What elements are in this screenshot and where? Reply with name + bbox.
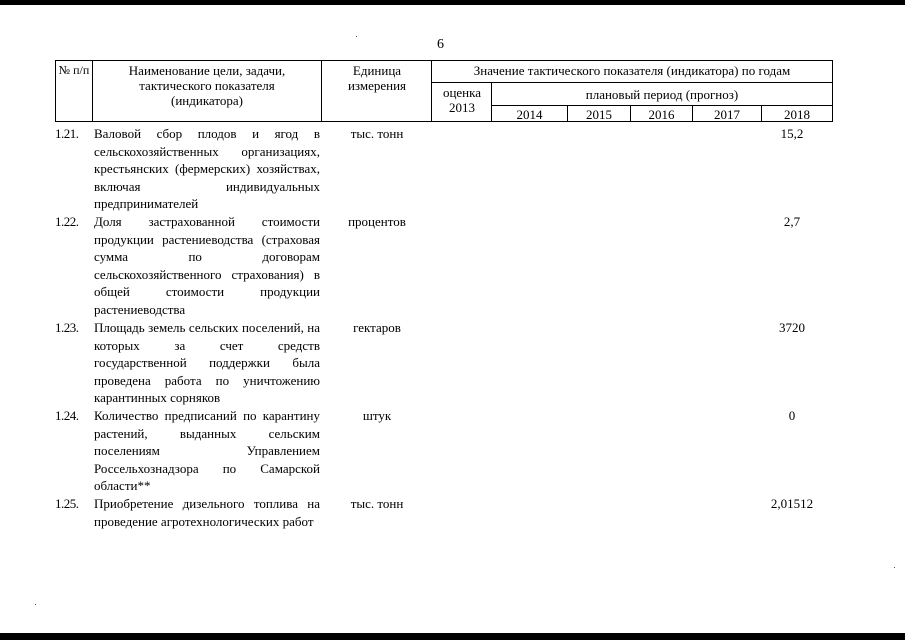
header-plan-label: плановый период (прогноз)	[585, 87, 739, 102]
row-number: 1.23.	[55, 320, 79, 335]
header-unit-label: Единица измерения	[347, 63, 407, 93]
row-number: 1.21.	[55, 126, 79, 141]
row-indicator-name: Доля застрахованной стоимости продукции растениеводства (страховая сумма по договорам сельскохозяйственного страхования) в общей стоимости продукции растениеводства	[94, 214, 320, 317]
header-estimate-label: оценка 2013	[442, 85, 482, 115]
row-indicator-name: Валовой сбор плодов и ягод в сельскохозяйственных организациях, крестьянских (фермерских) хозяйствах, включая индивидуальных предпринимателей	[94, 126, 320, 212]
header-num-label: № п/п	[58, 63, 90, 77]
scan-border-bottom	[0, 633, 905, 640]
scan-border-top	[0, 0, 905, 5]
header-separator-name	[321, 60, 322, 122]
row-number: 1.24.	[55, 408, 79, 423]
header-separator-num	[92, 60, 93, 122]
row-indicator-name: Количество предписаний по карантину растений, выданных сельским поселениям Управлением Россельхознадзора по Самарской области**	[94, 408, 320, 494]
header-year-2016: 2016	[648, 107, 675, 122]
row-indicator-name: Приобретение дизельного топлива на проведение агротехнологических работ	[94, 496, 320, 529]
row-unit: гектаров	[353, 320, 401, 335]
row-unit: тыс. тонн	[350, 496, 404, 511]
header-year-2014: 2014	[516, 107, 543, 122]
row-value-2018: 3720	[779, 320, 805, 335]
row-number: 1.22.	[55, 214, 79, 229]
row-number: 1.25.	[55, 496, 79, 511]
header-name-label: Наименование цели, задачи, тактического показателя (индикатора)	[128, 63, 286, 108]
scan-speck	[35, 604, 36, 605]
row-value-2018: 15,2	[780, 126, 804, 141]
row-indicator-name: Площадь земель сельских поселений, на которых за счет средств государственной поддержки была проведена работа по уничтожению карантинных сорняков	[94, 320, 320, 406]
row-value-2018: 2,7	[783, 214, 801, 229]
header-plan-divider	[491, 105, 833, 106]
header-year-2015: 2015	[586, 107, 612, 122]
scan-speck	[356, 36, 357, 37]
header-values-label: Значение тактического показателя (индикатора) по годам	[473, 63, 791, 78]
row-value-2018: 0	[788, 408, 796, 423]
header-border-top	[55, 60, 833, 61]
row-unit: тыс. тонн	[350, 126, 404, 141]
row-value-2018: 2,01512	[770, 496, 814, 511]
header-year-2017: 2017	[714, 107, 740, 122]
header-separator-unit	[431, 60, 432, 122]
row-unit: штук	[362, 408, 392, 423]
table-header	[55, 60, 833, 122]
scan-speck	[894, 567, 895, 568]
row-unit: процентов	[348, 214, 406, 229]
header-border-right	[832, 60, 833, 122]
header-year-2018: 2018	[784, 107, 810, 122]
page-number: 6	[437, 37, 444, 52]
